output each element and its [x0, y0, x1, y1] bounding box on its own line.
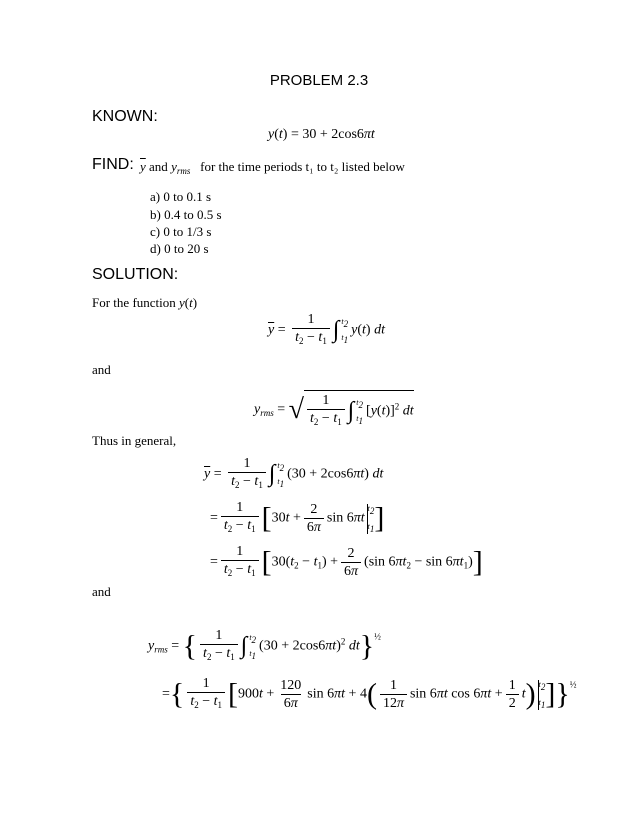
- general-label: Thus in general,: [92, 433, 177, 448]
- list-item: b) 0.4 to 0.5 s: [150, 207, 222, 222]
- known-equation: y(t) = 30 + 2cos6πt: [268, 127, 375, 142]
- equation-mean-line-1: $\overline{y}$ = $\frac{1}{t_2 - t_1}$ ∫ $t_2$ $t_1$ (30 + 2cos6πt) dt: [204, 456, 383, 493]
- find-description: $\overline{y}$ and $y_{rms}$ for the time periods t₁ to t₂ listed below: [140, 159, 405, 176]
- equation-rms-definition: $y_{rms}$ = √ $\frac{1}{t_2 - t_1}$ ∫ $t_2$ $t_1$ $[y(t)]^2$ dt: [254, 390, 414, 430]
- list-item: a) 0 to 0.1 s: [150, 189, 212, 204]
- equation-rms-line-2: ={ $\frac{1}{t_2 - t_1}$ [900t + $\frac{120}{6\pi}$ sin 6πt + 4( $\frac{1}{12\pi}$ sin 6πt cos 6πt + $\frac{1}{2}$ t) $t_2$ $t_1$ ]}$^{\frac{1}{2}}$: [162, 676, 577, 711]
- equation-mean-line-2: = $\frac{1}{t_2 - t_1}$ [30t + $\frac{2}{6\pi}$ sin 6πt $t_2$ $t_1$ ]: [210, 500, 385, 535]
- equation-rms-line-1: $y_{rms}$ = { $\frac{1}{t_2 - t_1}$ ∫ $t_2$ $t_1$ $(30 + 2\cos 6\pi t)^2$ dt}$^{\frac{1}{2}}$: [148, 628, 381, 665]
- and-label-2: and: [92, 584, 111, 599]
- find-heading: FIND:: [92, 156, 134, 173]
- list-item: d) 0 to 20 s: [150, 241, 209, 256]
- solution-intro: For the function y(t): [92, 295, 198, 310]
- list-item: c) 0 to 1/3 s: [150, 224, 212, 239]
- find-text: for the time periods t₁ to t₂ listed below: [200, 159, 405, 174]
- equation-mean-definition: $\overline{y}$ = $\frac{1}{t_2 - t_1}$ ∫ $t_2$ $t_1$ y(t) dt: [268, 312, 385, 349]
- equation-mean-line-3: = $\frac{1}{t_2 - t_1}$ [$30(t_2 - t_1)$ + $\frac{2}{6\pi}$ (sin $6\pi t_2 - \sin 6\pi t_1$)]: [210, 544, 483, 579]
- page-title: PROBLEM 2.3: [269, 72, 369, 89]
- and-label-1: and: [92, 362, 111, 377]
- solution-heading: SOLUTION:: [92, 266, 179, 283]
- known-heading: KNOWN:: [92, 108, 158, 125]
